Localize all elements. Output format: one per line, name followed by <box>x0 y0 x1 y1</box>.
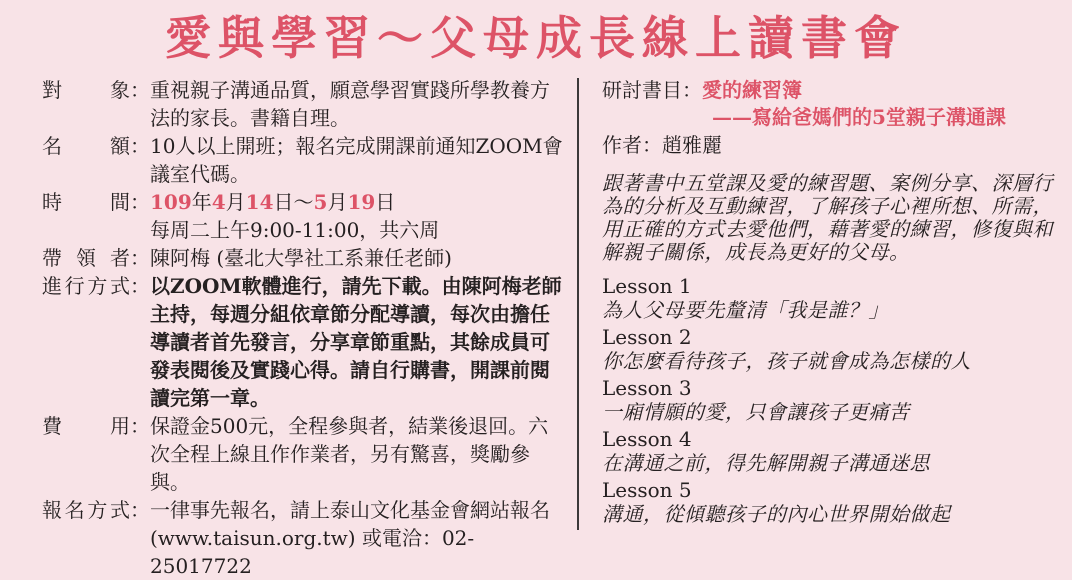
info-value: 保證金500元，全程參與者，結業後退回。六次全程上線且作作業者，另有驚喜，獎勵參與。 <box>150 414 549 494</box>
lesson-title: 一廂情願的愛，只會讓孩子更痛苦 <box>602 400 910 424</box>
lesson-number: Lesson 2 <box>602 325 692 349</box>
info-row <box>42 412 564 496</box>
lesson-title: 你怎麼看待孩子，孩子就會成為怎樣的人 <box>602 349 971 373</box>
info-label: 進行方式 <box>42 274 130 298</box>
lesson-item <box>602 427 1064 475</box>
course-info-panel <box>42 76 564 580</box>
info-label: 帶領者 <box>42 246 130 270</box>
info-row <box>42 76 564 132</box>
info-row <box>42 244 564 272</box>
book-author: 作者：趙雅麗 <box>602 133 722 157</box>
info-colon: ： <box>130 78 150 102</box>
info-row <box>42 188 564 244</box>
lesson-item <box>602 325 1064 373</box>
lesson-number: Lesson 5 <box>602 478 692 502</box>
book-panel <box>602 76 1064 529</box>
lesson-title: 為人父母要先釐清「我是誰？」 <box>602 298 889 322</box>
lesson-title: 在溝通之前，得先解開親子溝通迷思 <box>602 451 930 475</box>
lesson-number: Lesson 3 <box>602 376 692 400</box>
lesson-item <box>602 274 1064 322</box>
info-colon: ： <box>130 190 150 214</box>
info-row <box>42 272 564 412</box>
page-title: 愛與學習～父母成長線上讀書會 <box>165 11 907 65</box>
book-title: 愛的練習簿 <box>702 78 802 102</box>
info-value: 一律事先報名，請上泰山文化基金會網站報名 (www.taisun.org.tw) 或電洽：02-25017722 <box>150 498 550 578</box>
info-label: 名額 <box>42 134 130 158</box>
info-colon: ： <box>130 274 150 298</box>
info-colon: ： <box>130 414 150 438</box>
info-value: 以ZOOM軟體進行，請先下載。由陳阿梅老師主持，每週分組依章節分配導讀，每次由擔任導讀者首先發言，分享章節重點，其餘成員可發表閱後及實踐心得。請自行購書，開課前閱讀完第一章。 <box>150 274 562 410</box>
info-label: 對象 <box>42 78 130 102</box>
lesson-title: 溝通，從傾聽孩子的內心世界開始做起 <box>602 502 951 526</box>
book-label: 研討書目： <box>602 78 702 102</box>
info-colon: ： <box>130 498 150 522</box>
lesson-item <box>602 478 1064 526</box>
course-info-list <box>42 76 564 580</box>
lesson-number: Lesson 1 <box>602 274 692 298</box>
info-label: 時間 <box>42 190 130 214</box>
lesson-number: Lesson 4 <box>602 427 692 451</box>
lesson-item <box>602 376 1064 424</box>
book-subtitle: ——寫給爸媽們的5堂親子溝通課 <box>712 105 1006 129</box>
info-label: 費用 <box>42 414 130 438</box>
book-line <box>602 76 1064 104</box>
info-value: 重視親子溝通品質，願意學習實踐所學教養方法的家長。書籍自理。 <box>150 78 550 130</box>
intro-paragraph: 跟著書中五堂課及愛的練習題、案例分享、深層行為的分析及互動練習，了解孩子心裡所想、所需，用正確的方式去愛他們，藉著愛的練習，修復與和解親子關係，成長為更好的父母。 <box>602 171 1053 264</box>
column-divider <box>577 78 579 530</box>
info-value: 109年4月14日～5月19日 每周二上午9:00-11:00，共六周 <box>150 190 440 242</box>
info-value: 陳阿梅 (臺北大學社工系兼任老師) <box>150 246 452 270</box>
info-row <box>42 496 564 580</box>
info-colon: ： <box>130 246 150 270</box>
lesson-list <box>602 274 1064 526</box>
info-value: 10人以上開班；報名完成開課前通知ZOOM會議室代碼。 <box>150 134 563 186</box>
info-row <box>42 132 564 188</box>
info-label: 報名方式 <box>42 498 130 522</box>
info-colon: ： <box>130 134 150 158</box>
